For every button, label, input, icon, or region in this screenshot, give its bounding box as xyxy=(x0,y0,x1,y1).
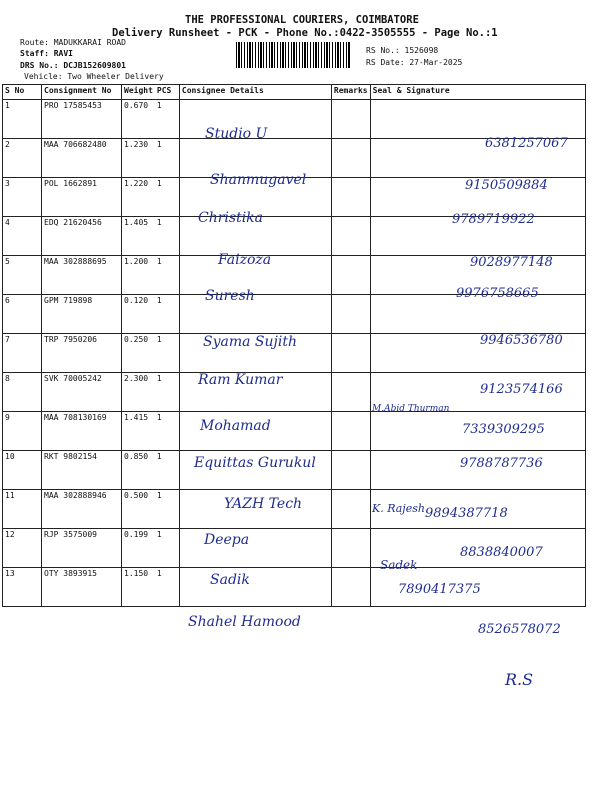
cell-weight: 1.415 xyxy=(122,412,155,451)
col-signature: Seal & Signature xyxy=(370,85,585,100)
handwritten-phone: 7890417375 xyxy=(398,582,481,597)
cell-weight: 0.850 xyxy=(122,451,155,490)
cell-sno: 4 xyxy=(3,217,42,256)
handwritten-phone: 9789719922 xyxy=(452,212,535,227)
col-pcs: PCS xyxy=(155,85,180,100)
cell-pcs: 1 xyxy=(155,412,180,451)
cell-consignment: MAA 302888695 xyxy=(42,256,122,295)
cell-consignment: EDQ 21620456 xyxy=(42,217,122,256)
handwritten-phone: 9028977148 xyxy=(470,255,553,270)
drs-no: DRS No.: DCJB152609801 xyxy=(20,61,126,70)
cell-consignment: PRO 17585453 xyxy=(42,100,122,139)
cell-consignment: POL 1662891 xyxy=(42,178,122,217)
cell-pcs: 1 xyxy=(155,217,180,256)
cell-weight: 1.220 xyxy=(122,178,155,217)
vehicle: Vehicle: Two Wheeler Delivery xyxy=(24,72,164,81)
staff: Staff: RAVI xyxy=(20,49,73,58)
cell-pcs: 1 xyxy=(155,490,180,529)
barcode xyxy=(236,42,350,68)
cell-sno: 8 xyxy=(3,373,42,412)
handwritten-note: M.Abid Thurman xyxy=(372,404,450,414)
cell-sno: 9 xyxy=(3,412,42,451)
cell-remarks xyxy=(331,412,370,451)
handwritten-consignee: Sadik xyxy=(210,572,250,588)
handwritten-consignee: Faizoza xyxy=(218,252,272,268)
cell-pcs: 1 xyxy=(155,568,180,607)
handwritten-consignee: Deepa xyxy=(204,532,250,548)
cell-consignment: MAA 708130169 xyxy=(42,412,122,451)
cell-weight: 0.250 xyxy=(122,334,155,373)
cell-pcs: 1 xyxy=(155,451,180,490)
cell-pcs: 1 xyxy=(155,373,180,412)
handwritten-note: Sadek xyxy=(380,558,418,572)
col-consignee: Consignee Details xyxy=(179,85,331,100)
cell-sno: 5 xyxy=(3,256,42,295)
table-header xyxy=(3,85,586,100)
rs-no: RS No.: 1526098 xyxy=(366,46,439,55)
cell-pcs: 1 xyxy=(155,529,180,568)
handwritten-consignee: Suresh xyxy=(205,288,255,304)
company-title: THE PROFESSIONAL COURIERS, COIMBATORE xyxy=(185,14,419,26)
cell-remarks xyxy=(331,100,370,139)
rs-date: RS Date: 27-Mar-2025 xyxy=(366,58,463,67)
cell-consignment: SVK 70005242 xyxy=(42,373,122,412)
table-row xyxy=(3,568,586,607)
handwritten-phone: 9976758665 xyxy=(456,286,539,301)
cell-weight: 1.230 xyxy=(122,139,155,178)
cell-sno: 6 xyxy=(3,295,42,334)
cell-consignment: TRP 7950206 xyxy=(42,334,122,373)
table-row xyxy=(3,100,586,139)
handwritten-note: R.S xyxy=(505,670,534,689)
route: Route: MADUKKARAI ROAD xyxy=(20,38,126,47)
col-sno: S No xyxy=(3,85,42,100)
cell-weight: 0.120 xyxy=(122,295,155,334)
handwritten-phone: 7339309295 xyxy=(462,422,545,437)
cell-consignment: GPM 719898 xyxy=(42,295,122,334)
cell-consignee xyxy=(179,568,331,607)
handwritten-note: K. Rajesh xyxy=(372,502,425,515)
cell-signature xyxy=(370,100,585,139)
cell-sno: 11 xyxy=(3,490,42,529)
handwritten-phone: 9946536780 xyxy=(480,333,563,348)
cell-remarks xyxy=(331,490,370,529)
cell-weight: 2.300 xyxy=(122,373,155,412)
cell-pcs: 1 xyxy=(155,139,180,178)
cell-remarks xyxy=(331,178,370,217)
cell-remarks xyxy=(331,256,370,295)
cell-pcs: 1 xyxy=(155,100,180,139)
cell-weight: 1.150 xyxy=(122,568,155,607)
col-consignment: Consignment No xyxy=(42,85,122,100)
handwritten-consignee: Mohamad xyxy=(200,418,271,434)
cell-remarks xyxy=(331,139,370,178)
cell-weight: 0.670 xyxy=(122,100,155,139)
cell-remarks xyxy=(331,295,370,334)
cell-remarks xyxy=(331,529,370,568)
handwritten-phone: 6381257067 xyxy=(485,136,568,151)
col-remarks: Remarks xyxy=(331,85,370,100)
cell-weight: 0.199 xyxy=(122,529,155,568)
handwritten-consignee: Shahel Hamood xyxy=(188,614,301,630)
cell-weight: 1.200 xyxy=(122,256,155,295)
cell-remarks xyxy=(331,334,370,373)
cell-sno: 10 xyxy=(3,451,42,490)
cell-consignment: RJP 3575009 xyxy=(42,529,122,568)
cell-remarks xyxy=(331,568,370,607)
cell-sno: 13 xyxy=(3,568,42,607)
cell-remarks xyxy=(331,451,370,490)
cell-sno: 12 xyxy=(3,529,42,568)
cell-consignment: MAA 302888946 xyxy=(42,490,122,529)
col-weight: Weight xyxy=(122,85,155,100)
cell-sno: 2 xyxy=(3,139,42,178)
handwritten-consignee: Equittas Gurukul xyxy=(194,455,316,471)
cell-weight: 0.500 xyxy=(122,490,155,529)
handwritten-consignee: Christika xyxy=(198,210,264,226)
cell-pcs: 1 xyxy=(155,334,180,373)
cell-consignment: MAA 706682480 xyxy=(42,139,122,178)
cell-consignment: OTY 3893915 xyxy=(42,568,122,607)
cell-sno: 1 xyxy=(3,100,42,139)
cell-consignment: RKT 9802154 xyxy=(42,451,122,490)
handwritten-consignee: Studio U xyxy=(205,126,268,142)
runsheet-title: Delivery Runsheet - PCK - Phone No.:0422-3505555 - Page No.:1 xyxy=(112,27,498,39)
handwritten-consignee: Shanmugavel xyxy=(210,172,307,188)
cell-weight: 1.405 xyxy=(122,217,155,256)
handwritten-consignee: Syama Sujith xyxy=(203,334,297,350)
cell-sno: 3 xyxy=(3,178,42,217)
cell-consignee xyxy=(179,295,331,334)
cell-sno: 7 xyxy=(3,334,42,373)
handwritten-phone: 9150509884 xyxy=(465,178,548,193)
cell-pcs: 1 xyxy=(155,256,180,295)
cell-remarks xyxy=(331,217,370,256)
cell-consignee xyxy=(179,529,331,568)
handwritten-phone: 8838840007 xyxy=(460,545,543,560)
handwritten-phone: 8526578072 xyxy=(478,622,561,637)
handwritten-phone: 9123574166 xyxy=(480,382,563,397)
cell-pcs: 1 xyxy=(155,178,180,217)
cell-pcs: 1 xyxy=(155,295,180,334)
handwritten-phone: 9788787736 xyxy=(460,456,543,471)
handwritten-consignee: YAZH Tech xyxy=(224,496,303,512)
cell-remarks xyxy=(331,373,370,412)
handwritten-phone: 9894387718 xyxy=(425,506,508,521)
handwritten-consignee: Ram Kumar xyxy=(198,372,283,388)
